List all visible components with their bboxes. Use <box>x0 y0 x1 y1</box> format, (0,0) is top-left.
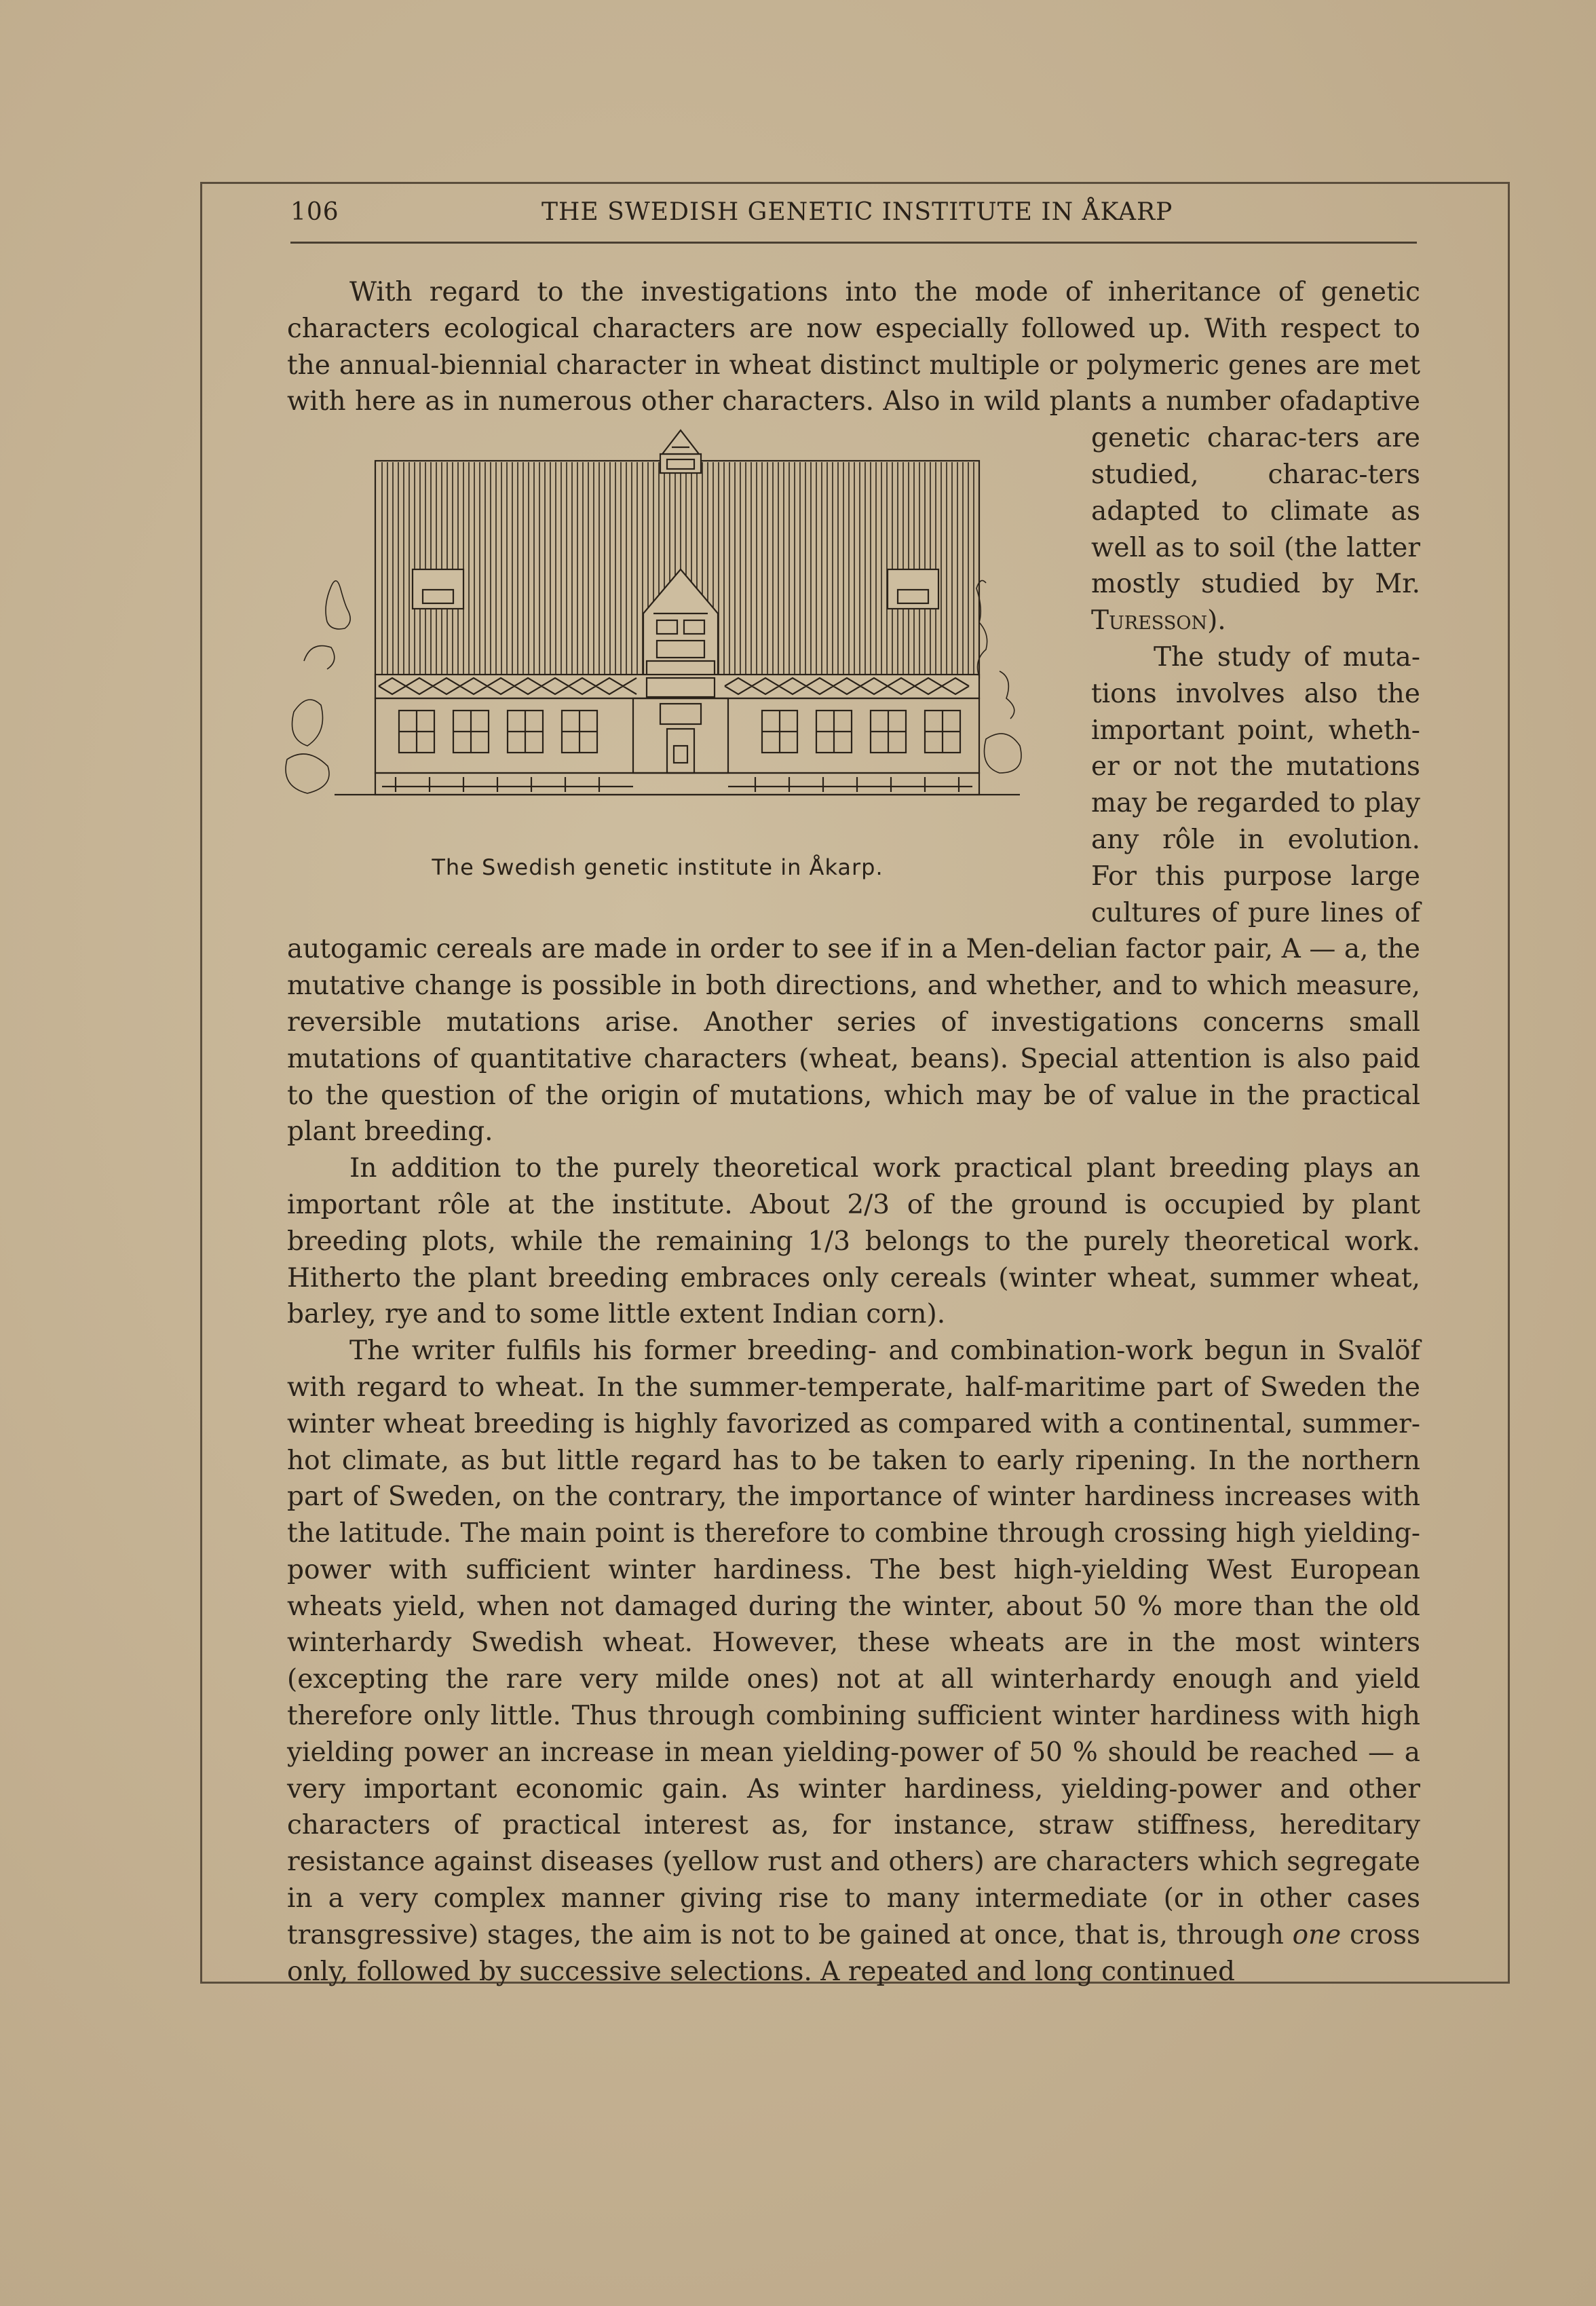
paragraph-3 <box>287 1150 1420 1333</box>
paragraph-2: The study of muta-tions involves also the important point, wheth-er or not the mutations may be regarded to play any rôle in evolution. For this purpose large cultures of pure lines of autogamic cereals are made in order to see if in a Men-delian factor pair, A — a, the mutative change is possible in both directions, and whether, and to which measure, reversible mutations arise. Another series of investigations concerns small mutations of quantitative characters (wheat, beans). Special attention is also paid to the question of the origin of mutations, which may be of value in the practical plant breeding. <box>287 641 1420 1148</box>
paragraph-1-end: ). <box>1207 605 1226 637</box>
running-title: THE SWEDISH GENETIC INSTITUTE IN ÅKARP <box>542 198 1173 226</box>
paragraph-4 <box>287 1333 1420 1990</box>
page-number: 106 <box>290 198 339 226</box>
institute-building-figure <box>267 420 1071 895</box>
fraction-one-third: 1/3 <box>808 1226 851 1257</box>
paragraph-4-part-a: The writer fulfils his former breeding- and combination-work begun in Svalöf with regard to wheat. In the summer-temperate, half-maritime part of Sweden the winter wheat breeding is highly favorized as compared with a continental, summer-hot climate, as but little regard has to be taken to early ripening. In the northern part of Sweden, on the contrary, the importance of winter hardiness increases with the latitude. The main point is therefore to combine through crossing high yielding-power with sufficient winter hardiness. The best high-yielding West European wheats yield, when not damaged during the winter, about 50 % more than the old winterhardy Swedish wheat. However, these wheats are in the most winters (excepting the rare very milde ones) not at all winterhardy enough and yield therefore only little. Thus through combining sufficient winter hardiness with high yielding power an increase in mean yielding-power of 50 % should be reached — a very important economic gain. As winter hardiness, yielding-power and other characters of practical interest as, for instance, straw stiffness, hereditary resistance against diseases (yellow rust and others) are characters which segregate in a very complex manner giving rise to many intermediate (or in other cases transgressive) stages, the aim is not to be gained at once, that is, through <box>287 1336 1420 1950</box>
paragraph-1 <box>287 274 1420 881</box>
article-body <box>287 274 1420 1990</box>
paragraph-1-start: With regard to the investigations into the mode of inheritance of genetic characters ecological characters are now especially followed up. With respect to the annual-biennial character in wheat distinct multiple or polymeric genes are met with here as in numerous other characters. Also in wild plants a number of <box>287 277 1420 417</box>
paragraph-3-part-a: In addition to the purely theoretical work practical plant breeding plays an important rôle at the institute. About <box>287 1153 1420 1220</box>
paragraph-1-after-figure: adaptive genetic charac-ters are studied, charac-ters adapted to climate as well as to soil (the latter mostly studied by Mr. <box>1091 386 1420 600</box>
figure-caption: The Swedish genetic institute in Åkarp. <box>432 854 884 881</box>
paragraph-3-part-b: of the ground is occupied by plant breeding plots, while the remaining <box>287 1189 1420 1257</box>
paragraph-4-part-b: cross only, followed by successive selections. A repeated and long continued <box>287 1919 1420 1987</box>
page-header <box>290 195 1417 244</box>
institute-building-drawing <box>267 420 1027 848</box>
paragraph-3-part-c: belongs to the purely theoretical work. Hitherto the plant breeding embraces only cereals (winter wheat, summer wheat, barley, rye and to some little extent Indian corn). <box>287 1226 1420 1330</box>
fraction-two-thirds: 2/3 <box>847 1189 890 1220</box>
emphasis-one: one <box>1292 1919 1342 1950</box>
author-name-turesson: Turesson <box>1091 605 1208 637</box>
